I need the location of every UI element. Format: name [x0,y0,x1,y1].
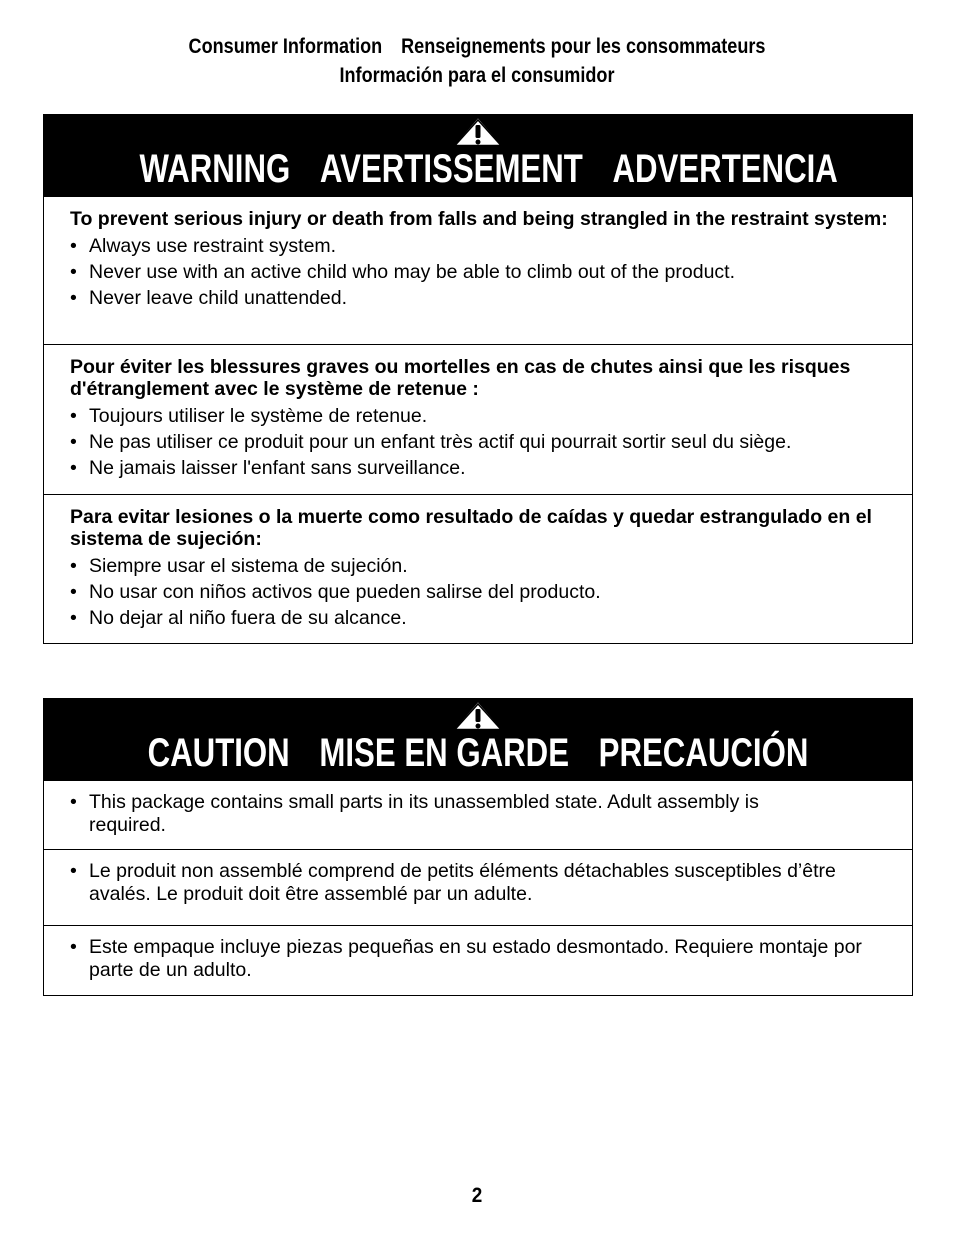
caution-list-fr [70,860,892,906]
caution-title-en: CAUTION [147,731,290,775]
warning-title [139,147,838,191]
warning-title-fr: AVERTISSEMENT [319,147,583,191]
list-item: • Siempre usar el sistema de sujeción. [70,553,892,579]
caution-banner [44,699,912,781]
warning-section-fr [44,344,912,494]
warning-title-en: WARNING [139,147,291,191]
list-item: • No usar con niños activos que pueden salirse del producto. [70,579,892,605]
list-item: • Never use with an active child who may be able to climb out of the product. [70,259,892,285]
list-item: • Never leave child unattended. [70,285,892,311]
list-item: • Ne jamais laisser l'enfant sans surveillance. [70,455,892,481]
caution-triangle-icon [450,699,506,733]
caution-list-es [70,936,892,982]
header-title-fr: Renseignements pour les consommateurs [401,35,766,58]
caution-box [43,698,913,996]
caution-title-fr: MISE EN GARDE [319,731,570,775]
warning-list-en [70,233,892,311]
list-item: • Le produit non assemblé comprend de petits éléments détachables susceptibles d’être avalés. Le produit doit être assemblé par un adulte. [70,860,892,906]
page-number: 2 [471,1184,483,1207]
warning-lead-es: Para evitar lesiones o la muerte como resultado de caídas y quedar estrangulado en el sistema de sujeción: [70,506,872,550]
list-item: • Toujours utiliser le système de retenue. [70,403,892,429]
list-item: • Ne pas utiliser ce produit pour un enfant très actif qui pourrait sortir seul du siège. [70,429,892,455]
caution-list-en [70,791,892,837]
warning-lead-en: To prevent serious injury or death from falls and being strangled in the restraint system: [70,208,888,230]
warning-triangle-icon [450,115,506,149]
caution-title [139,731,816,775]
list-item: • Este empaque incluye piezas pequeñas en su estado desmontado. Requiere montaje por parte de un adulto. [70,936,892,982]
warning-list-es [70,553,892,631]
header-title-en: Consumer Information [188,35,383,58]
list-item: • Always use restraint system. [70,233,892,259]
warning-title-es: ADVERTENCIA [612,147,838,191]
warning-section-es [44,494,912,642]
header-line-1 [67,32,887,61]
caution-section-es [44,925,912,995]
warning-box [43,114,913,644]
document-header [67,32,887,90]
list-item: • This package contains small parts in its unassembled state. Adult assembly is required. [70,791,892,837]
warning-banner [44,115,912,197]
warning-list-fr [70,403,892,481]
caution-title-es: PRECAUCIÓN [598,731,809,775]
caution-section-fr [44,849,912,925]
caution-section-en [44,781,912,849]
warning-lead-fr: Pour éviter les blessures graves ou mortelles en cas de chutes ainsi que les risques d'étranglement avec le système de retenue : [70,356,851,400]
list-item: • No dejar al niño fuera de su alcance. [70,605,892,631]
warning-section-en [44,197,912,344]
header-title-es: Información para el consumidor [339,64,615,87]
